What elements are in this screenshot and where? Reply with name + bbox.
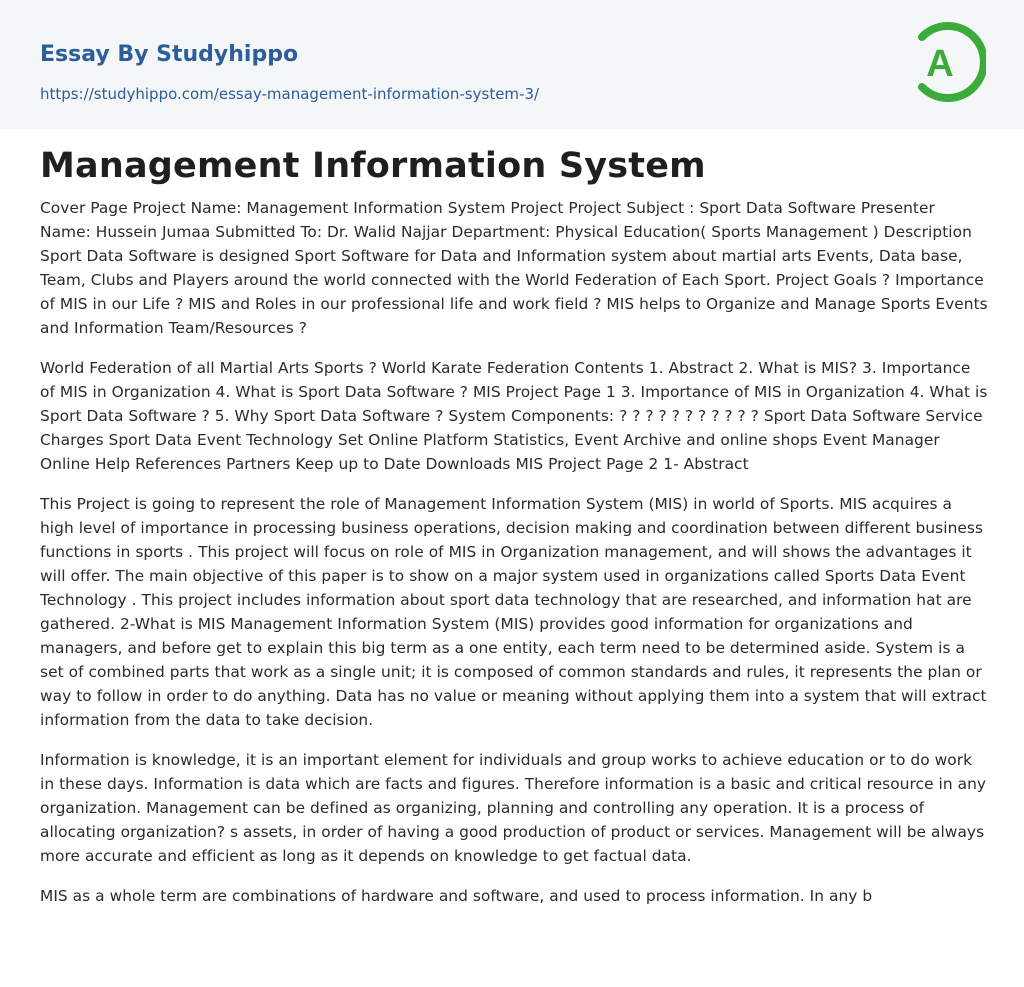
site-header xyxy=(0,0,1024,129)
document-body xyxy=(40,196,990,924)
studyhippo-logo-icon[interactable] xyxy=(912,19,986,105)
logo-letter: A xyxy=(926,43,954,85)
site-brand[interactable]: Essay By Studyhippo xyxy=(40,42,299,67)
paragraph-1: Cover Page Project Name: Management Information System Project Project Subject : Sport Data Software Presenter Name: Hussein Jumaa Submitted To: Dr. Walid Najjar Department: Physical Education( Sports Management ) Description Sport Data Software is designed Sport Software for Data and Information system about martial arts Events, Data base, Team, Clubs and Players around the world connected with the World Federation of Each Sport. Project Goals ? Importance of MIS in our Life ? MIS and Roles in our professional life and work field ? MIS helps to Organize and Manage Sports Events and Information Team/Resources ? xyxy=(40,199,988,337)
paragraph-2: World Federation of all Martial Arts Sports ? World Karate Federation Contents 1. Abstract 2. What is MIS? 3. Importance of MIS in Organization 4. What is Sport Data Software ? MIS Project Page 1 3. Importance of MIS in Organization 4. What is Sport Data Software ? 5. Why Sport Data Software ? System Components: ? ? ? ? ? ? ? ? ? ? ? Sport Data Software Service Charges Sport Data Event Technology Set Online Platform Statistics, Event Archive and online shops Event Manager Online Help References Partners Keep up to Date Downloads MIS Project Page 2 1- Abstract xyxy=(40,359,988,473)
document-title: Management Information System xyxy=(40,146,706,186)
paragraph-3: This Project is going to represent the role of Management Information System (MIS) in world of Sports. MIS acquires a high level of importance in processing business operations, decision making and coordination between different business functions in sports . This project will focus on role of MIS in Organization management, and will shows the advantages it will offer. The main objective of this paper is to show on a major system used in organizations called Sports Data Event Technology . This project includes information about sport data technology that are researched, and information hat are gathered. 2-What is MIS Management Information System (MIS) provides good information for organizations and managers, and before get to explain this big term as a one entity, each term need to be determined aside. System is a set of combined parts that work as a single unit; it is composed of common standards and rules, it represents the plan or way to follow in order to do anything. Data has no value or meaning without applying them into a system that will extract information from the data to take decision. xyxy=(40,495,987,729)
paragraph-4: Information is knowledge, it is an important element for individuals and group works to achieve education or to do work in these days. Information is data which are facts and figures. Therefore information is a basic and critical resource in any organization. Management can be defined as organizing, planning and controlling any operation. It is a process of allocating organization? s assets, in order of having a good production of product or services. Management will be always more accurate and efficient as long as it depends on knowledge to get factual data. xyxy=(40,751,987,865)
essay-url-link[interactable]: https://studyhippo.com/essay-management-information-system-3/ xyxy=(40,85,540,103)
paragraph-5: MIS as a whole term are combinations of hardware and software, and used to process information. In any b xyxy=(40,887,873,905)
